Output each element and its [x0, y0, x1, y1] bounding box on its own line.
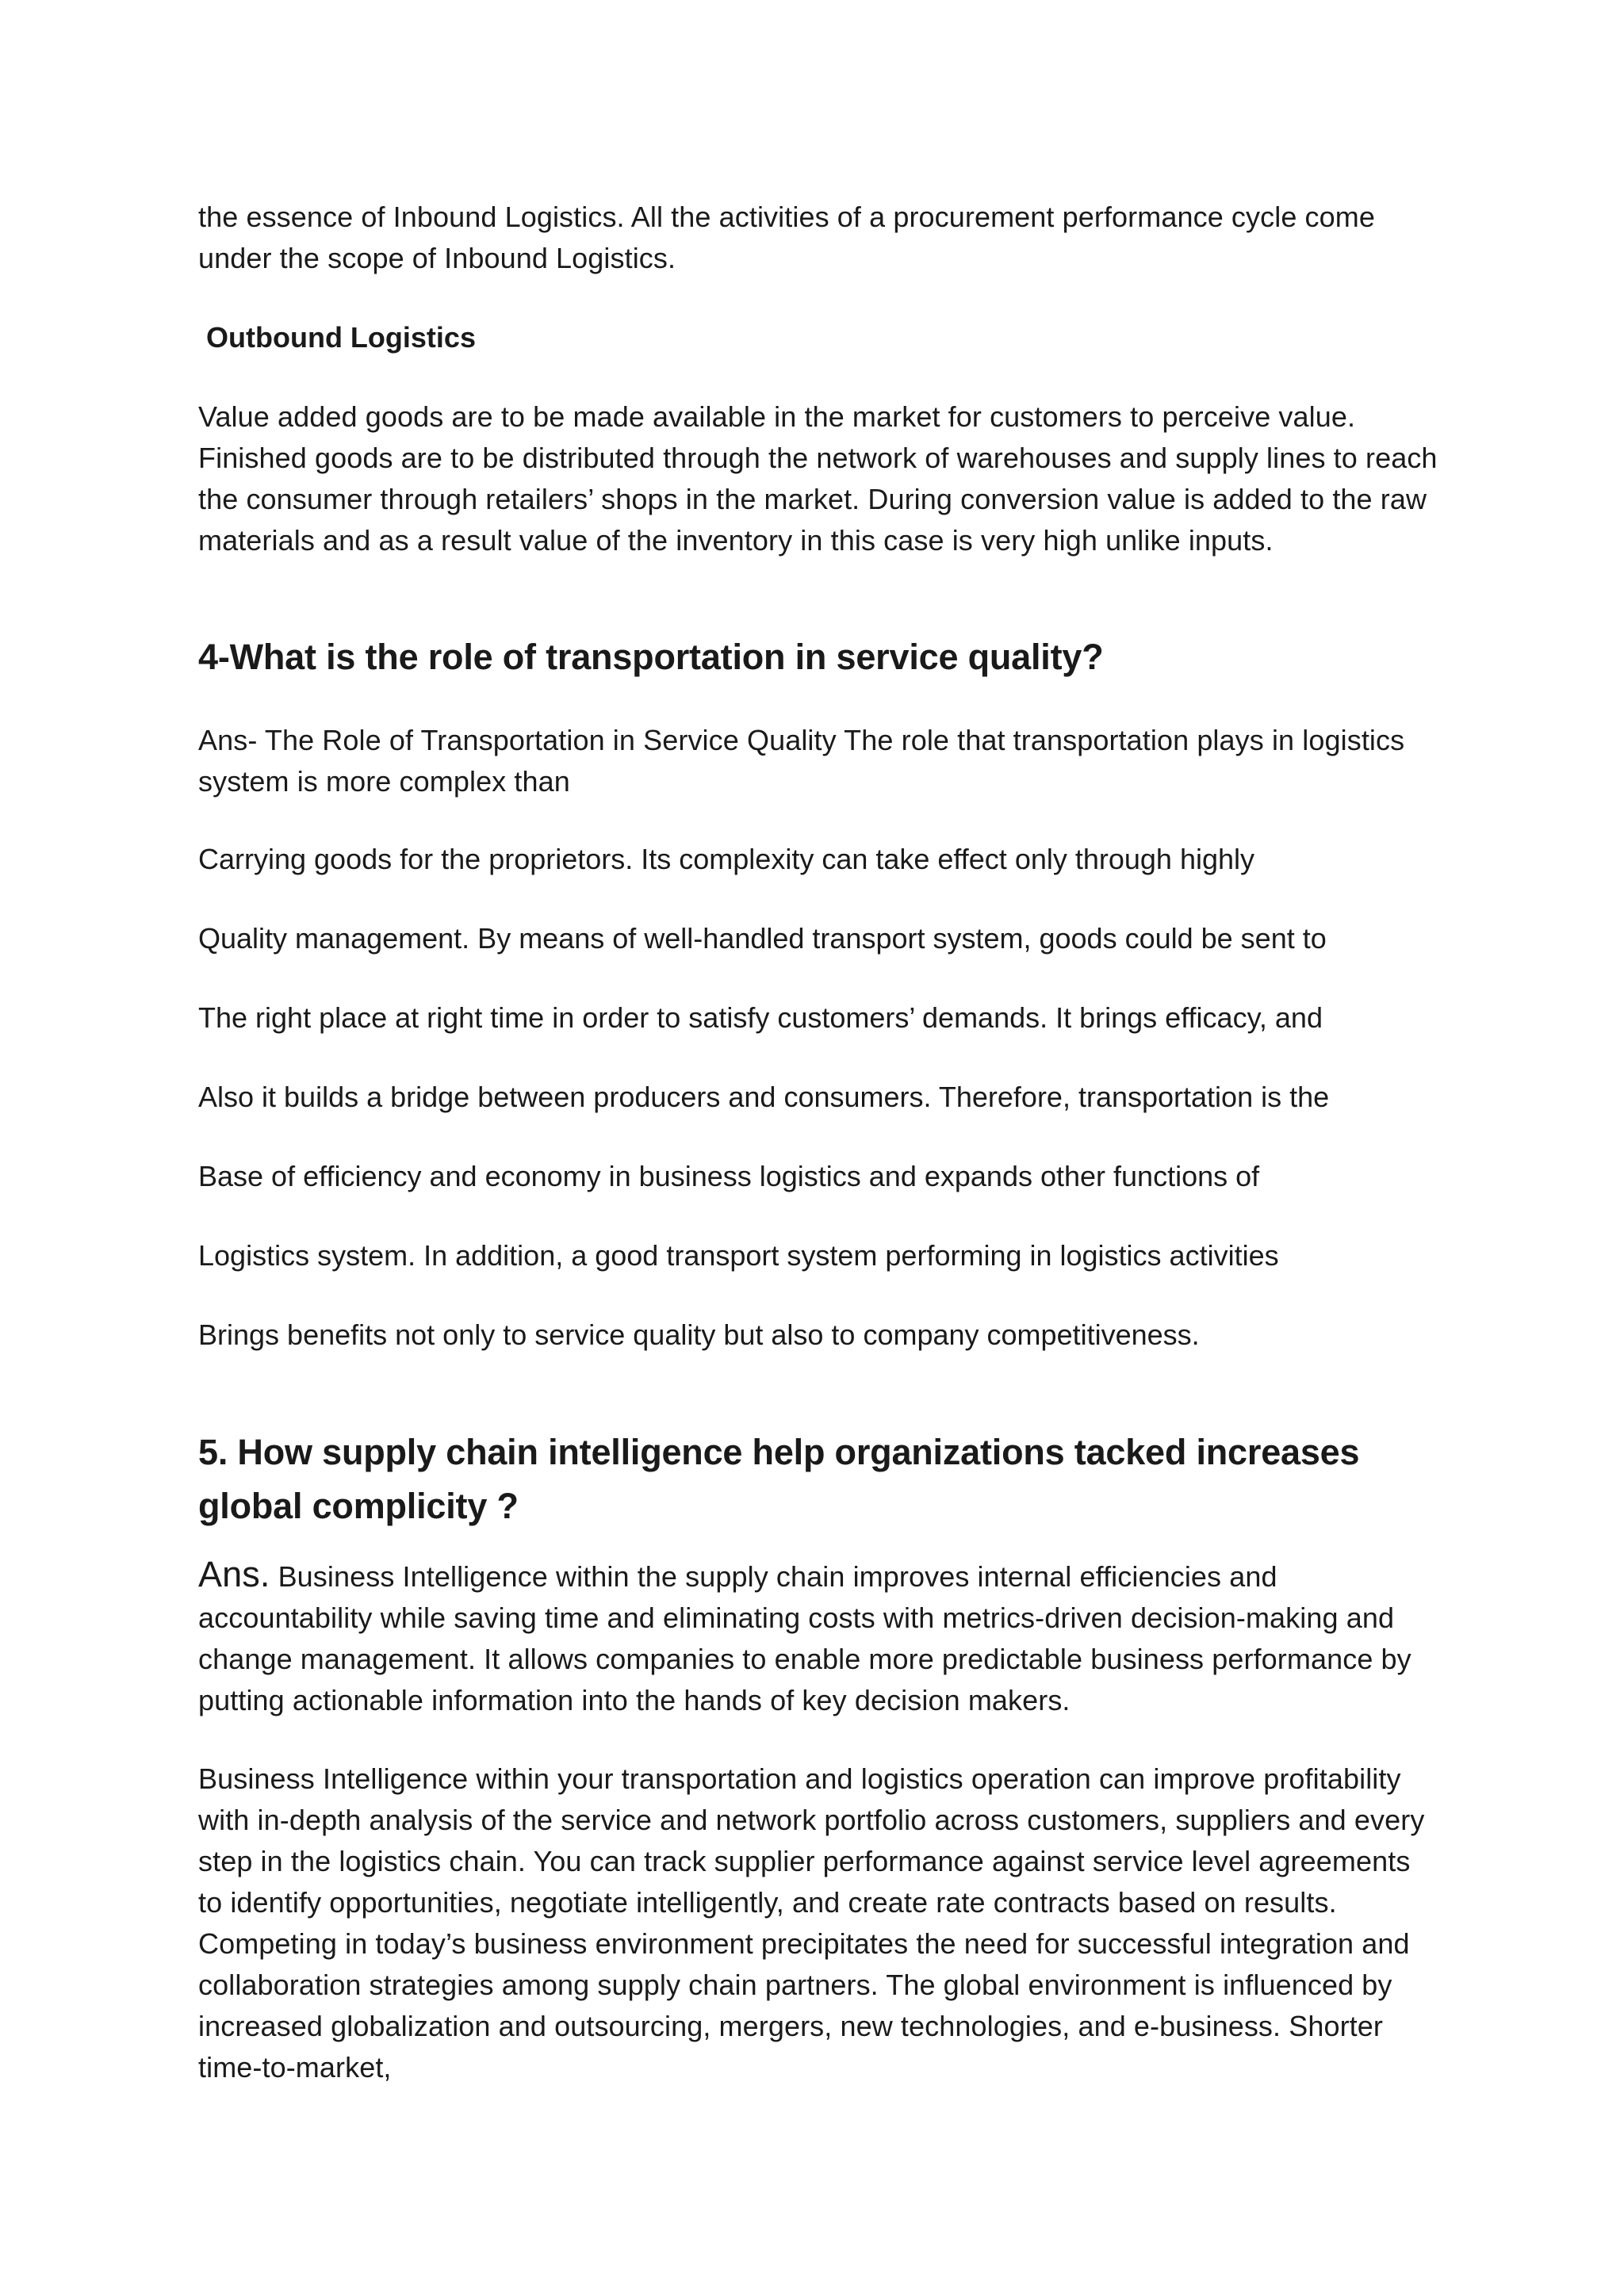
question-5-answer-paragraph-1 [198, 1554, 1435, 1721]
question-5-answer-paragraph-2: Business Intelligence within your transportation and logistics operation can improve profitability with in-depth analysis of the service and network portfolio across customers, suppliers and every step in the logistics chain. You can track supplier performance against service level agreements to identify opportunities, negotiate intelligently, and create rate contracts based on results. Competing in today’s business environment precipitates the need for successful integration and collaboration strategies among supply chain partners. The global environment is influenced by increased globalization and outsourcing, mergers, new technologies, and e-business. Shorter time-to-market, [198, 1762, 1425, 2084]
answer-label: Ans. [198, 1554, 270, 1594]
intro-paragraph: the essence of Inbound Logistics. All the activities of a procurement performance cycle come under the scope of Inbound Logistics. [198, 201, 1375, 274]
answer-text: Business Intelligence within the supply chain improves internal efficiencies and accountability while saving time and eliminating costs with metrics-driven decision-making and change management. It allows companies to enable more predictable business performance by putting actionable information into the hands of key decision makers. [198, 1560, 1411, 1716]
question-4-line: Brings benefits not only to service quality but also to company competitiveness. [198, 1318, 1200, 1351]
outbound-logistics-paragraph: Value added goods are to be made available in the market for customers to perceive value. Finished goods are to be distributed through the network of warehouses and supply lines to reach the consumer through retailers’ shops in the market. During conversion value is added to the raw materials and as a result value of the inventory in this case is very high unlike inputs. [198, 400, 1438, 557]
question-4-line: Carrying goods for the proprietors. Its complexity can take effect only through highly [198, 843, 1255, 875]
outbound-logistics-heading: Outbound Logistics [206, 321, 476, 354]
question-4-line: Also it builds a bridge between producers and consumers. Therefore, transportation is the [198, 1081, 1330, 1113]
question-4-answer-intro: Ans- The Role of Transportation in Service Quality The role that transportation plays in logistics system is more complex than [198, 724, 1405, 798]
question-5-heading: 5. How supply chain intelligence help organizations tacked increases global complicity ? [198, 1432, 1360, 1526]
question-4-line: The right place at right time in order to satisfy customers’ demands. It brings efficacy, and [198, 1001, 1323, 1034]
question-4-heading: 4-What is the role of transportation in service quality? [198, 637, 1104, 677]
question-4-line: Quality management. By means of well-handled transport system, goods could be sent to [198, 922, 1327, 955]
question-4-line: Logistics system. In addition, a good transport system performing in logistics activities [198, 1239, 1279, 1272]
question-4-line: Base of efficiency and economy in business logistics and expands other functions of [198, 1160, 1260, 1192]
